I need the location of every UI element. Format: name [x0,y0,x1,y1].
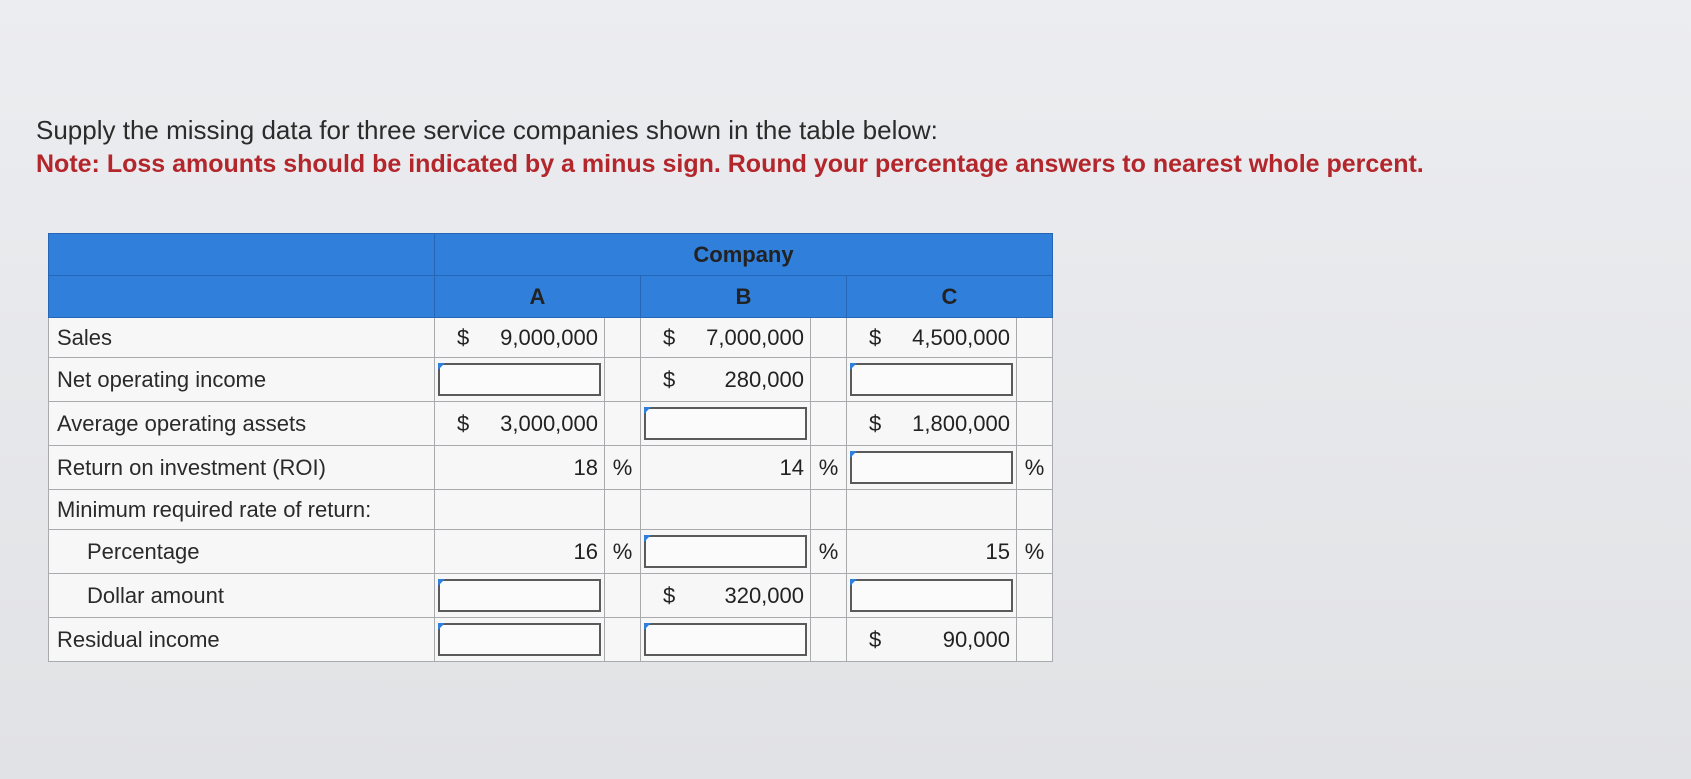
percent-sign: % [1017,530,1053,574]
sales-b-value: 7,000,000 [706,324,804,350]
sales-c-cell [847,318,1017,358]
table-row-sales [49,318,1053,358]
percentage-a-value: 16 [435,530,605,574]
percent-sign: % [1017,446,1053,490]
assets-c-value: 1,800,000 [912,410,1010,436]
percent-sign: % [605,530,641,574]
noi-c-input[interactable] [850,363,1013,396]
row-label-residual: Residual income [49,618,435,662]
table-row-min-rate [49,490,1053,530]
table-row-dollar [49,574,1053,618]
residual-c-value: 90,000 [942,626,1010,652]
percent-sign: % [811,446,847,490]
note-text: Note: Loss amounts should be indicated by a minus sign. Round your percentage answers to nearest whole percent. [36,150,1424,178]
dollar-c-input[interactable] [850,579,1013,612]
roi-c-input[interactable] [850,451,1013,484]
noi-a-input[interactable] [438,363,601,396]
roi-b-value: 14 [641,446,811,490]
dollar-a-input[interactable] [438,579,601,612]
currency-symbol: $ [869,324,882,350]
instruction-text: Supply the missing data for three service companies shown in the table below: [36,115,938,145]
assets-a-cell [435,402,605,446]
assets-b-input[interactable] [644,407,807,440]
table-row-assets [49,402,1053,446]
currency-symbol: $ [457,410,470,436]
residual-b-input[interactable] [644,623,807,656]
currency-symbol: $ [663,324,676,350]
header-blank [49,234,435,276]
dollar-b-cell [641,574,811,618]
roi-a-value: 18 [435,446,605,490]
assets-c-cell [847,402,1017,446]
header-blank-2 [49,276,435,318]
table-row-noi [49,358,1053,402]
row-label-min-rate: Minimum required rate of return: [49,490,435,530]
row-label-roi: Return on investment (ROI) [49,446,435,490]
percentage-c-value: 15 [847,530,1017,574]
header-row-letters [49,276,1053,318]
currency-symbol: $ [663,366,676,392]
dollar-b-value: 320,000 [724,582,804,608]
sales-a-value: 9,000,000 [500,324,598,350]
residual-a-input[interactable] [438,623,601,656]
table-row-roi [49,446,1053,490]
currency-symbol: $ [869,410,882,436]
column-header-c: C [847,276,1053,318]
currency-symbol: $ [663,582,676,608]
company-header: Company [435,234,1053,276]
instructions [36,114,1636,182]
sales-b-cell [641,318,811,358]
row-label-dollar: Dollar amount [49,574,435,618]
percent-sign: % [811,530,847,574]
noi-b-cell [641,358,811,402]
residual-c-cell [847,618,1017,662]
currency-symbol: $ [869,626,882,652]
data-table [48,233,1053,662]
column-header-a: A [435,276,641,318]
percent-sign: % [605,446,641,490]
sales-c-value: 4,500,000 [912,324,1010,350]
table-row-residual [49,618,1053,662]
sales-a-cell [435,318,605,358]
column-header-b: B [641,276,847,318]
assets-a-value: 3,000,000 [500,410,598,436]
noi-b-value: 280,000 [724,366,804,392]
currency-symbol: $ [457,324,470,350]
row-label-sales: Sales [49,318,435,358]
table-row-percentage [49,530,1053,574]
percentage-b-input[interactable] [644,535,807,568]
row-label-assets: Average operating assets [49,402,435,446]
row-label-noi: Net operating income [49,358,435,402]
header-row-company [49,234,1053,276]
row-label-percentage: Percentage [49,530,435,574]
